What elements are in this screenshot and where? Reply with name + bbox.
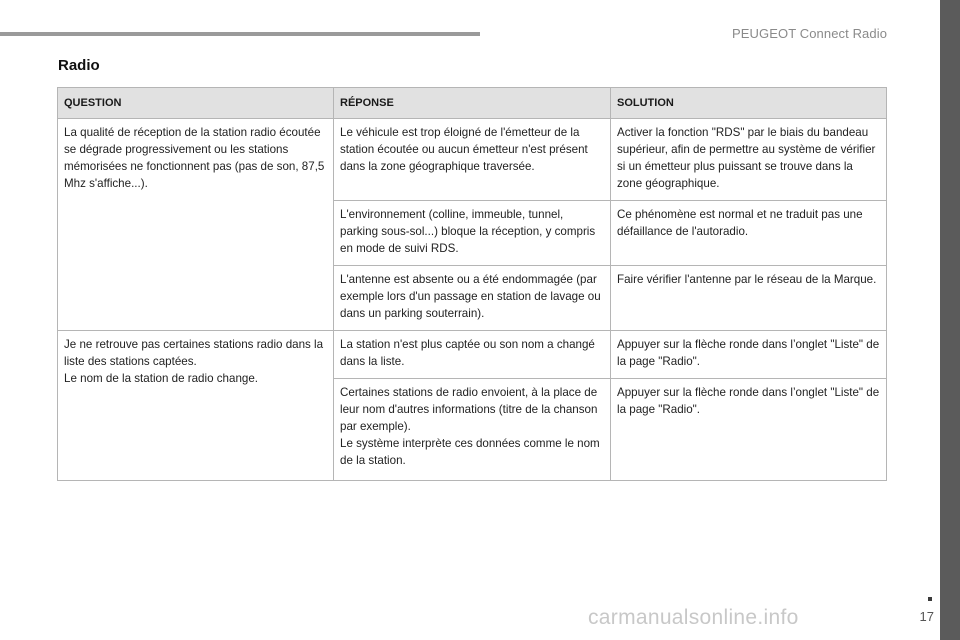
answer-cell: Le véhicule est trop éloigné de l'émetteur de la station écoutée ou aucun émetteur n'est présent dans la zone géographique traversée. xyxy=(334,119,611,201)
question-cell: La qualité de réception de la station radio écoutée se dégrade progressivement ou les stations mémorisées ne fonctionnent pas (pas de son, 87,5 Mhz s'affiche...). xyxy=(58,119,334,331)
solution-cell: Appuyer sur la flèche ronde dans l’onglet "Liste" de la page "Radio". xyxy=(611,331,887,379)
page-marker xyxy=(928,597,932,601)
solution-cell: Faire vérifier l'antenne par le réseau de la Marque. xyxy=(611,266,887,331)
answer-cell: La station n'est plus captée ou son nom a changé dans la liste. xyxy=(334,331,611,379)
section-title: Radio xyxy=(58,57,100,74)
solution-cell: Appuyer sur la flèche ronde dans l’onglet "Liste" de la page "Radio". xyxy=(611,379,887,481)
header-answer: RÉPONSE xyxy=(334,88,611,119)
table-row xyxy=(58,331,887,379)
question-cell: Je ne retrouve pas certaines stations radio dans la liste des stations captées. Le nom de la station de radio change. xyxy=(58,331,334,481)
faq-table xyxy=(57,87,887,481)
header-solution: SOLUTION xyxy=(611,88,887,119)
watermark: carmanualsonline.info xyxy=(588,606,799,629)
header-title: PEUGEOT Connect Radio xyxy=(732,26,888,41)
answer-cell: L'environnement (colline, immeuble, tunnel, parking sous-sol...) bloque la réception, y compris en mode de suivi RDS. xyxy=(334,201,611,266)
side-edge-bar xyxy=(940,0,960,640)
table-row xyxy=(58,119,887,201)
answer-cell: Certaines stations de radio envoient, à la place de leur nom d'autres informations (titre de la chanson par exemple). Le système interprète ces données comme le nom de la station. xyxy=(334,379,611,481)
header-rule xyxy=(0,32,480,36)
page-number: 17 xyxy=(919,609,934,624)
solution-cell: Ce phénomène est normal et ne traduit pas une défaillance de l'autoradio. xyxy=(611,201,887,266)
answer-cell: L'antenne est absente ou a été endommagée (par exemple lors d'un passage en station de lavage ou dans un parking souterrain). xyxy=(334,266,611,331)
solution-cell: Activer la fonction "RDS" par le biais du bandeau supérieur, afin de permettre au système de vérifier si un émetteur plus puissant se trouve dans la zone géographique. xyxy=(611,119,887,201)
table-header-row xyxy=(58,88,887,119)
header-question: QUESTION xyxy=(58,88,334,119)
